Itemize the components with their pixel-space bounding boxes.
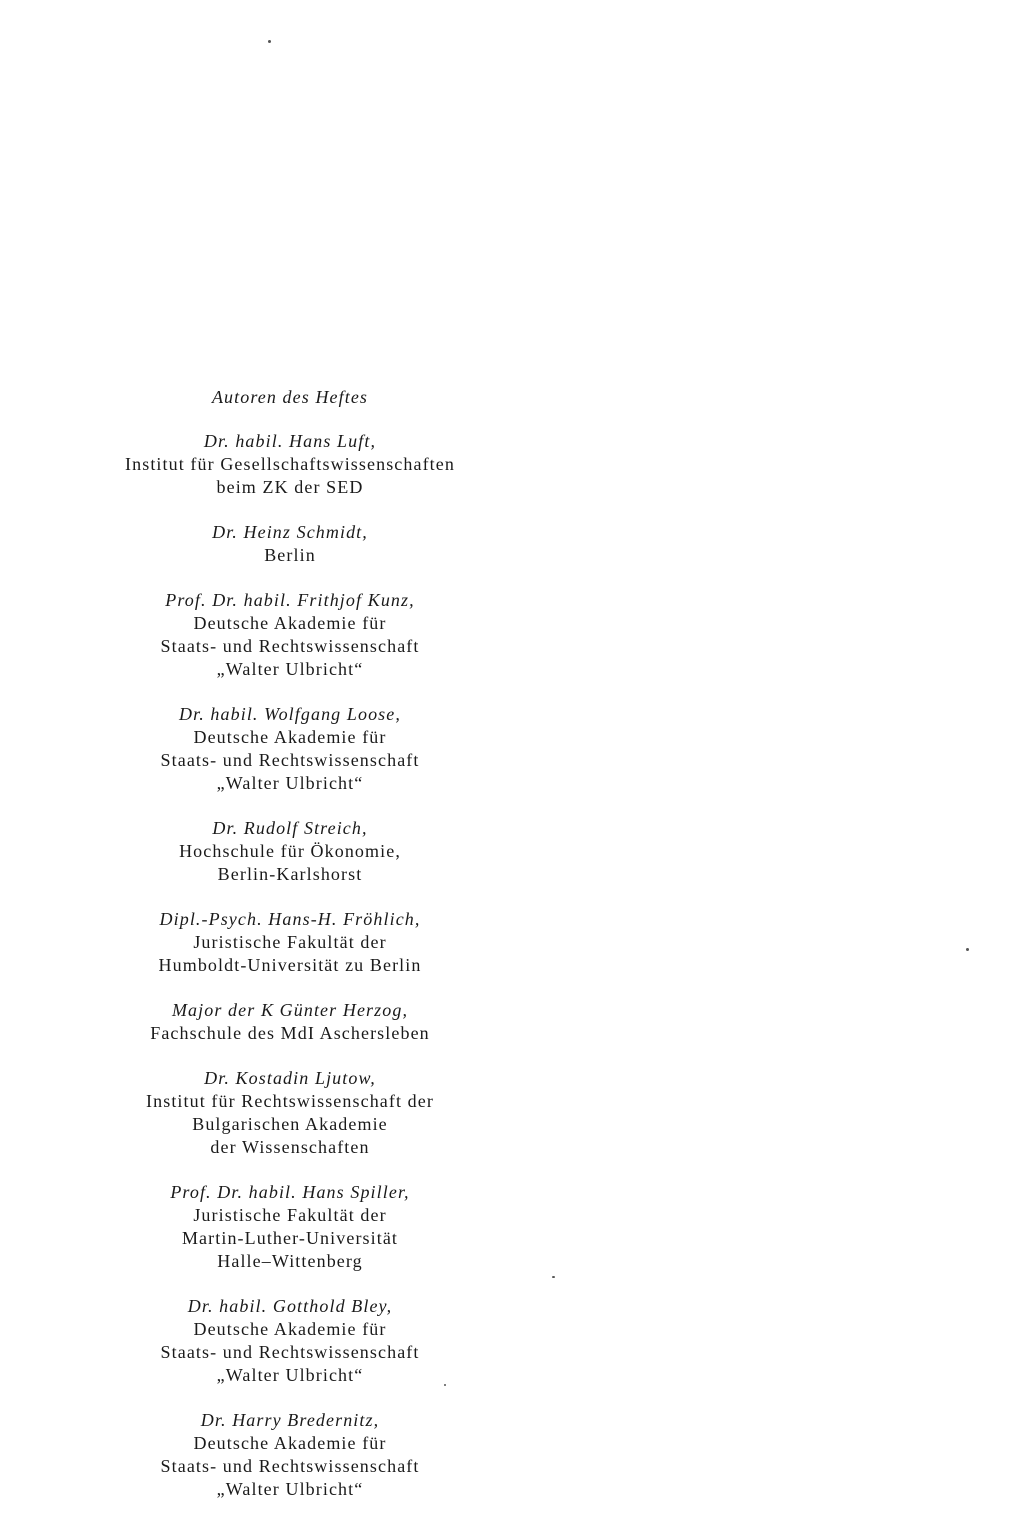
author-affiliation: Fachschule des MdI Aschersleben (150, 1023, 430, 1043)
author-name: Major der K Günter Herzog, (171, 1000, 409, 1020)
author-entry (90, 589, 490, 681)
author-affiliation: Berlin (264, 545, 316, 565)
author-name: Dipl.-Psych. Hans-H. Fröhlich, (159, 909, 421, 929)
author-affiliation: Humboldt-Universität zu Berlin (158, 955, 422, 975)
author-name: Dr. Heinz Schmidt, (212, 522, 368, 542)
author-entry (90, 1409, 490, 1501)
author-entry (90, 1181, 490, 1273)
author-entry (90, 521, 490, 567)
scan-speck (966, 948, 969, 951)
author-name: Prof. Dr. habil. Hans Spiller, (170, 1182, 410, 1202)
author-affiliation: Deutsche Akademie für (193, 1319, 387, 1339)
author-affiliation: Staats- und Rechtswissenschaft (160, 1456, 420, 1476)
author-affiliation: Institut für Gesellschaftswissenschaften (125, 454, 455, 474)
author-affiliation: Juristische Fakultät der (193, 932, 387, 952)
author-affiliation: Staats- und Rechtswissenschaft (160, 636, 420, 656)
author-affiliation: „Walter Ulbricht“ (216, 1365, 364, 1385)
author-entry (90, 430, 490, 499)
scan-speck (268, 40, 271, 43)
author-affiliation: Staats- und Rechtswissenschaft (160, 750, 420, 770)
author-name: Dr. habil. Wolfgang Loose, (179, 704, 401, 724)
author-affiliation: „Walter Ulbricht“ (216, 1479, 364, 1499)
author-affiliation: Deutsche Akademie für (193, 613, 387, 633)
author-affiliation: Deutsche Akademie für (193, 1433, 387, 1453)
author-entry (90, 1295, 490, 1387)
author-name: Dr. Kostadin Ljutow, (204, 1068, 376, 1088)
author-name: Dr. Rudolf Streich, (212, 818, 368, 838)
author-entry (90, 817, 490, 886)
author-affiliation: der Wissenschaften (210, 1137, 370, 1157)
author-name: Prof. Dr. habil. Frithjof Kunz, (165, 590, 415, 610)
author-affiliation: Juristische Fakultät der (193, 1205, 387, 1225)
author-affiliation: „Walter Ulbricht“ (216, 659, 364, 679)
author-name: Dr. Harry Bredernitz, (200, 1410, 380, 1430)
author-entry (90, 703, 490, 795)
author-entry (90, 908, 490, 977)
author-affiliation: „Walter Ulbricht“ (216, 773, 364, 793)
page-heading: Autoren des Heftes (211, 387, 369, 407)
author-affiliation: Berlin-Karlshorst (217, 864, 363, 884)
author-affiliation: Hochschule für Ökonomie, (179, 841, 401, 861)
authors-list (90, 384, 490, 1523)
author-affiliation: beim ZK der SED (216, 477, 364, 497)
author-affiliation: Bulgarischen Akademie (192, 1114, 388, 1134)
author-entry (90, 1067, 490, 1159)
author-name: Dr. habil. Hans Luft, (203, 431, 377, 451)
scan-speck (552, 1276, 555, 1278)
author-entry (90, 999, 490, 1045)
author-affiliation: Halle–Wittenberg (217, 1251, 363, 1271)
author-affiliation: Institut für Rechtswissenschaft der (146, 1091, 434, 1111)
author-affiliation: Deutsche Akademie für (193, 727, 387, 747)
author-affiliation: Martin-Luther-Universität (181, 1228, 399, 1248)
author-affiliation: Staats- und Rechtswissenschaft (160, 1342, 420, 1362)
author-name: Dr. habil. Gotthold Bley, (187, 1296, 393, 1316)
